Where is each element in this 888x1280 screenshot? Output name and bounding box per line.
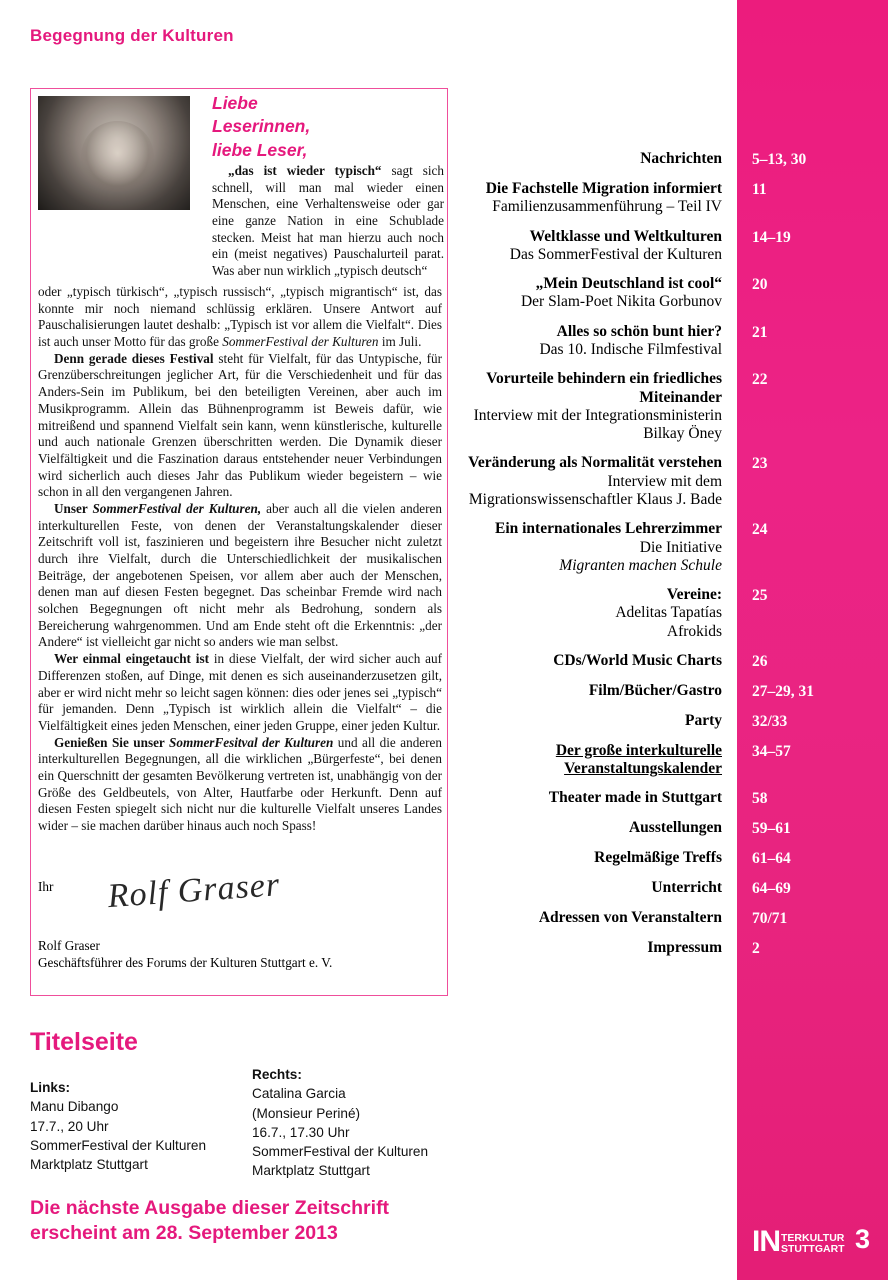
editorial-signoff <box>38 878 438 971</box>
cover-caption-right <box>252 1065 462 1181</box>
toc-entry-text <box>455 323 737 360</box>
toc-entry-text <box>455 180 737 217</box>
toc-entry[interactable] <box>455 586 888 641</box>
toc-entry-pages: 5–13, 30 <box>752 151 807 168</box>
toc-entry-subtitle-2: Afrokids <box>666 622 722 640</box>
toc-entry[interactable] <box>455 228 888 265</box>
toc-entry-text <box>455 370 737 443</box>
toc-entry-title: Ein internationales Lehrerzimmer <box>494 520 722 538</box>
cover-caption-right-line-3: 16.7., 17.30 Uhr <box>252 1124 350 1140</box>
section-header: Begegnung der Kulturen <box>30 26 234 45</box>
titelseite-heading: Titelseite <box>30 1028 138 1056</box>
toc-entry-subtitle: Familienzusammenführung – Teil IV <box>492 198 722 216</box>
toc-entry-subtitle: Adelitas Tapatías <box>615 604 722 622</box>
toc-entry-pages: 25 <box>752 587 768 605</box>
toc-entry-title: Regelmäßige Treffs <box>594 849 722 867</box>
toc-entry-title: Adressen von Veranstaltern <box>538 909 722 927</box>
editorial-intro-column: „das ist wieder typisch“ sagt sich schnell, will man mal wieder einen Menschen, eine Verhaltensweise oder gar eine ganze Nation in eine Schublade stecken. Meist hat man hierzu auch noch ein (meist negatives) Pauschalurteil parat. Was aber nun wirklich „typisch deutsch“ <box>212 163 444 279</box>
editor-portrait-photo <box>38 96 190 210</box>
cover-caption-left-line-4: Marktplatz Stuttgart <box>30 1157 148 1173</box>
toc-entry-pages: 32/33 <box>752 712 788 730</box>
toc-entry-title: Vereine: <box>666 586 722 604</box>
toc-entry-pages: 61–64 <box>752 850 791 868</box>
toc-entry-pages: 70/71 <box>752 910 788 928</box>
toc-entry-text <box>455 228 737 265</box>
cover-caption-right-line-5: Marktplatz Stuttgart <box>252 1163 370 1179</box>
signoff-closing: Ihr <box>38 879 54 894</box>
logo-line-1: TERKULTUR <box>781 1231 845 1244</box>
editorial-paragraph-1: oder „typisch türkisch“, „typisch russisch“, „typisch migrantisch“ ist, das konnte mir noch niemand schlüssig erklären. Unsere Antwort auf Pauschalisierungen lautet deshalb: „Typisch ist vor allem die Vielfalt“. Dies ist auch unser Motto für das große SommerFestival der Kulturen im Juli. <box>38 284 442 350</box>
toc-entry[interactable] <box>455 939 888 958</box>
salutation-line-1: Liebe <box>212 93 258 113</box>
toc-entry-title: Der große interkulturelle Veranstaltungskalender <box>555 741 722 778</box>
toc-entry[interactable] <box>455 712 888 731</box>
toc-entry[interactable] <box>455 849 888 868</box>
toc-entry-pages: 26 <box>752 652 768 670</box>
next-issue-notice: Die nächste Ausgabe dieser Zeitschrift erscheint am 28. September 2013 <box>30 1197 390 1244</box>
toc-entry-title: Impressum <box>647 939 722 957</box>
toc-entry[interactable] <box>455 879 888 898</box>
salutation-line-3: liebe Leser, <box>212 139 308 160</box>
toc-entry-pages: 34–57 <box>752 742 791 760</box>
toc-entry-title: Nachrichten <box>640 150 722 167</box>
toc-entry[interactable] <box>455 909 888 928</box>
toc-entry-text <box>455 652 737 670</box>
toc-entry-pages: 21 <box>752 323 768 341</box>
toc-entry-subtitle: Die Initiative <box>639 538 722 556</box>
toc-entry[interactable] <box>455 682 888 701</box>
editorial-paragraph-3: Unser SommerFestival der Kulturen, aber auch all die vielen anderen interkulturellen Feste, von denen der Veranstaltungskalender dieser Zeitschrift voll ist, faszinieren und begeistern ihre Besucher nicht zuletzt durch ihre Vielfalt, durch die Unterschiedlichkeit der musikalischen Beiträge, der angebotenen Speisen, vor allem aber auch der Menschen, denen man auf diesen Festen begegnet. Das scheinbar Fremde wird nach solchen Begegnungen oft nicht mehr als Bedrohung, sondern als Bereicherung wahrgenommen. Und am Ende steht oft die Erkenntnis: „der Andere“ ist vielleicht gar nicht so anders wie man selbst. <box>38 500 442 650</box>
cover-caption-left <box>30 1078 230 1174</box>
toc-entry-subtitle: Interview mit der Integrationsministerin Bilkay Öney <box>473 406 722 443</box>
toc-entry-text <box>455 909 737 927</box>
toc-entry-text <box>455 879 737 897</box>
cover-caption-right-line-1: Catalina Garcia <box>252 1086 346 1102</box>
editorial-paragraph-5: Genießen Sie unser SommerFesitval der Kulturen und all die anderen interkulturellen Begegnungen, all die wirklichen „Bürgerfeste“, bei denen ein Querschnitt der gesamten Bevölkerung vertreten ist, unabhängig von der Größe des Geldbeutels, von Alter, Hautfarbe oder Herkunft. Denn auf diesen Festen spiegelt sich nicht nur die kulturelle Vielfalt unseres Landes wider – sie machen darüber hinaus auch noch Spass! <box>38 734 442 833</box>
toc-entry-text <box>455 742 737 779</box>
cover-caption-right-line-4: SommerFestival der Kulturen <box>252 1144 429 1160</box>
editorial-paragraph-2: Denn gerade dieses Festival steht für Vielfalt, für das Untypische, für Grenzüberschreitungen jeglicher Art, für die Verschiedenheit und für das Anders-Sein im Publikum, bei den beteiligten Vereinen, aber auch im Musikprogramm. Allein das Bühnenprogramm ist Beweis dafür, wie mitreißend und spannend Vielfalt sein kann, wenn künstlerische, kulturelle und auch nationale Grenzen überschritten werden. Die Dynamik dieser Vielfältigkeit und die Faszination daraus entstehender neuer Verbindungen wird sicherlich auch dieses Jahr das Publikum wieder begeistern – wie schon in all den vergangenen Jahren. <box>38 350 442 500</box>
toc-entry[interactable] <box>455 370 888 443</box>
toc-entry-title: Alles so schön bunt hier? <box>556 322 722 340</box>
toc-entry-title: Weltklasse und Weltkulturen <box>529 227 722 245</box>
toc-entry-text <box>455 849 737 867</box>
toc-entry-title: Ausstellungen <box>628 819 722 837</box>
toc-entry-pages: 14–19 <box>752 228 791 246</box>
toc-entry[interactable] <box>455 180 888 217</box>
signer-name: Rolf Graser <box>38 938 100 954</box>
toc-entry-pages: 24 <box>752 521 768 539</box>
toc-entry-title: „Mein Deutschland ist cool“ <box>535 275 722 293</box>
toc-entry-text <box>455 275 737 312</box>
editorial-salutation <box>212 92 437 162</box>
logo-in: IN <box>752 1225 780 1258</box>
toc-entry[interactable] <box>455 789 888 808</box>
toc-entry-pages: 27–29, 31 <box>752 682 814 700</box>
signer-role: Geschäftsführer des Forums der Kulturen Stuttgart e. V. <box>38 955 333 971</box>
toc-entry[interactable] <box>455 819 888 838</box>
handwritten-signature: Rolf Graser <box>106 866 282 916</box>
cover-caption-left-line-3: SommerFestival der Kulturen <box>30 1137 207 1153</box>
publisher-logo <box>752 1225 845 1258</box>
toc-entry-pages: 20 <box>752 276 768 294</box>
cover-caption-right-label: Rechts: <box>252 1067 302 1082</box>
toc-entry-title: Veränderung als Normalität verstehen <box>468 454 722 472</box>
toc-entry-pages: 64–69 <box>752 880 791 898</box>
toc-entry-pages: 59–61 <box>752 820 791 838</box>
toc-entry[interactable] <box>455 520 888 575</box>
toc-entry-text <box>455 819 737 837</box>
toc-entry-title: Die Fachstelle Migration informiert <box>485 180 722 197</box>
toc-entry-subtitle: Das SommerFestival der Kulturen <box>509 245 722 263</box>
toc-entry-pages: 58 <box>752 790 768 808</box>
toc-entry[interactable] <box>455 454 888 509</box>
toc-entry-subtitle-italic: Migranten machen Schule <box>559 556 722 574</box>
toc-entry-title: Film/Bücher/Gastro <box>588 681 722 699</box>
logo-wordmark <box>780 1233 845 1257</box>
cover-caption-right-line-2: (Monsieur Periné) <box>252 1105 361 1121</box>
toc-entry-text <box>455 712 737 730</box>
toc-entry-text <box>455 682 737 700</box>
toc-entry-title: CDs/World Music Charts <box>553 651 722 669</box>
page-number: 3 <box>855 1224 871 1254</box>
toc-entry[interactable] <box>455 150 888 169</box>
toc-entry-text <box>455 586 737 641</box>
salutation-line-2: Leserinnen, <box>212 116 311 137</box>
toc-entry-text <box>455 150 737 168</box>
toc-entry-pages: 23 <box>752 455 768 473</box>
editorial-paragraph-4: Wer einmal eingetaucht ist in diese Vielfalt, der wird sicher auch auf Differenzen stoßen, auf Dinge, mit denen es sich auseinanderzusetzen gilt, aber er wird nicht mehr so leicht sagen können: dies oder jenes sei „typisch“ für jemanden. Denn „Typisch ist wirklich allein die Vielfalt“ – die Vielfältigkeit eines jeden Menschen, einer jeden Gruppe, einer jeden Kultur. <box>38 651 442 733</box>
toc-entry[interactable] <box>455 323 888 360</box>
toc-entry-text <box>455 454 737 509</box>
cover-caption-left-line-1: Manu Dibango <box>30 1099 119 1115</box>
toc-entry-subtitle: Der Slam-Poet Nikita Gorbunov <box>520 293 722 311</box>
toc-entry[interactable] <box>455 275 888 312</box>
toc-entry-subtitle: Das 10. Indische Filmfestival <box>539 340 722 358</box>
cover-caption-left-label: Links: <box>30 1080 71 1095</box>
cover-caption-left-line-2: 17.7., 20 Uhr <box>30 1118 109 1134</box>
toc-entry-title: Unterricht <box>651 879 722 897</box>
toc-entry-pages: 2 <box>752 940 760 958</box>
toc-entry-title: Vorurteile behindern ein friedliches Miteinander <box>486 370 722 406</box>
editorial-body <box>38 284 442 835</box>
toc-entry-title: Theater made in Stuttgart <box>548 789 722 807</box>
toc-entry-text <box>455 939 737 957</box>
table-of-contents <box>455 150 888 969</box>
toc-entry-pages: 11 <box>752 181 767 198</box>
toc-entry-text <box>455 520 737 575</box>
toc-entry-title: Party <box>684 711 722 729</box>
logo-line-2: STUTTGART <box>781 1242 845 1255</box>
toc-entry-subtitle: Interview mit dem Migrationswissenschaftler Klaus J. Bade <box>468 472 722 508</box>
toc-entry[interactable] <box>455 742 888 779</box>
toc-entry[interactable] <box>455 652 888 671</box>
toc-entry-text <box>455 789 737 807</box>
toc-entry-pages: 22 <box>752 371 768 389</box>
